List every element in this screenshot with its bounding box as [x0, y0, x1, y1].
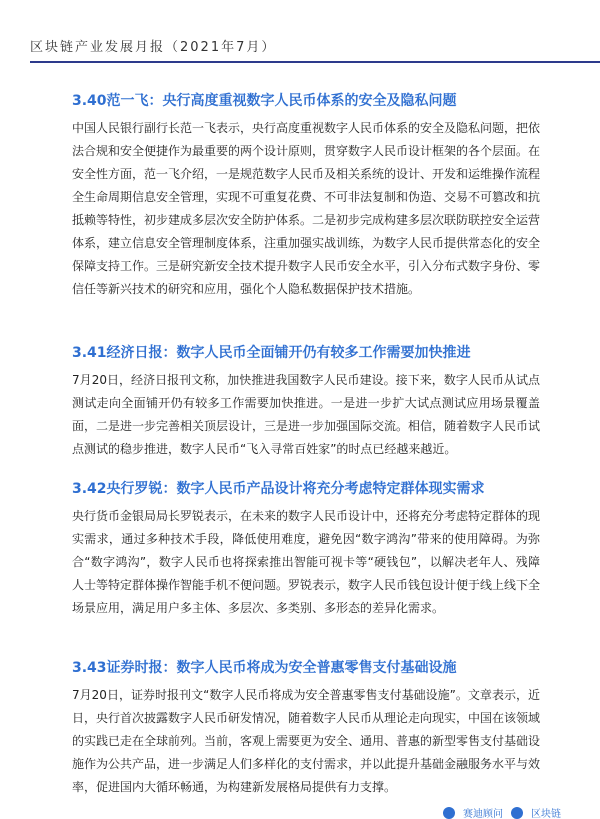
footer-logo-2: 区块链 — [531, 809, 561, 819]
section-3-42 — [72, 479, 540, 620]
section-body: 7月20日，经济日报刊文称，加快推进我国数字人民币建设。接下来，数字人民币从试点测试走向全面铺开仍有较多工作需要加快推进。一是进一步扩大试点测试应用场景覆盖面，二是进一步完善相关顶层设计，三是进一步加强国际交流。相信，随着数字人民币试点测试的稳步推进，数字人民币“飞入寻常百姓家”的时点已经越来越近。 — [72, 373, 541, 456]
report-header-title: 区块链产业发展月报（2021年7月） — [30, 40, 277, 55]
logo-icon — [511, 807, 523, 819]
section-3-41 — [72, 343, 540, 461]
section-body: 7月20日，证券时报刊文“数字人民币将成为安全普惠零售支付基础设施”。文章表示，近日，央行首次披露数字人民币研发情况，随着数字人民币从理论走向现实，中国在该领域的实践已走在全球前列。当前，客观上需要更为安全、通用、普惠的新型零售支付基础设施作为公共产品，进一步满足人们多样化的支付需求，并以此提升基础金融服务水平与效率，促进国内大循环畅通，为构建新发展格局提供有力支撑。 — [72, 688, 541, 794]
header-divider — [30, 61, 600, 63]
section-heading: 3.41经济日报：数字人民币全面铺开仍有较多工作需要加快推进 — [72, 345, 471, 361]
footer-logos — [443, 806, 561, 819]
footer-logo-1: 赛迪顾问 — [463, 809, 503, 819]
section-heading: 3.43证券时报：数字人民币将成为安全普惠零售支付基础设施 — [72, 660, 457, 676]
section-3-43 — [72, 658, 540, 799]
section-heading: 3.42央行罗锐：数字人民币产品设计将充分考虑特定群体现实需求 — [72, 481, 485, 497]
section-heading: 3.40范一飞：央行高度重视数字人民币体系的安全及隐私问题 — [72, 93, 457, 109]
logo-icon — [443, 807, 455, 819]
section-body: 央行货币金银局局长罗锐表示，在未来的数字人民币设计中，还将充分考虑特定群体的现实需求，通过多种技术手段，降低使用难度，避免因“数字鸿沟”带来的使用障碍。为弥合“数字鸿沟”，数字人民币也将探索推出智能可视卡等“硬钱包”，以解决老年人、残障人士等特定群体操作智能手机不便问题。罗锐表示，数字人民币钱包设计便于线上线下全场景应用，满足用户多主体、多层次、多类别、多形态的差异化需求。 — [72, 509, 541, 615]
section-body: 中国人民银行副行长范一飞表示，央行高度重视数字人民币体系的安全及隐私问题，把依法合规和安全便捷作为最重要的两个设计原则，贯穿数字人民币设计框架的各个层面。在安全性方面，范一飞介绍，一是规范数字人民币及相关系统的设计、开发和运维操作流程全生命周期信息安全管理，实现不可重复花费、不可非法复制和伪造、交易不可篡改和抗抵赖等特性，初步建成多层次安全防护体系。二是初步完成构建多层次联防联控安全运营体系，建立信息安全管理制度体系，注重加强实战训练，为数字人民币提供常态化的安全保障支持工作。三是研究新安全技术提升数字人民币安全水平，引入分布式数字身份、零信任等新兴技术的研究和应用，强化个人隐私数据保护技术措施。 — [72, 121, 541, 296]
section-3-40 — [72, 91, 540, 301]
